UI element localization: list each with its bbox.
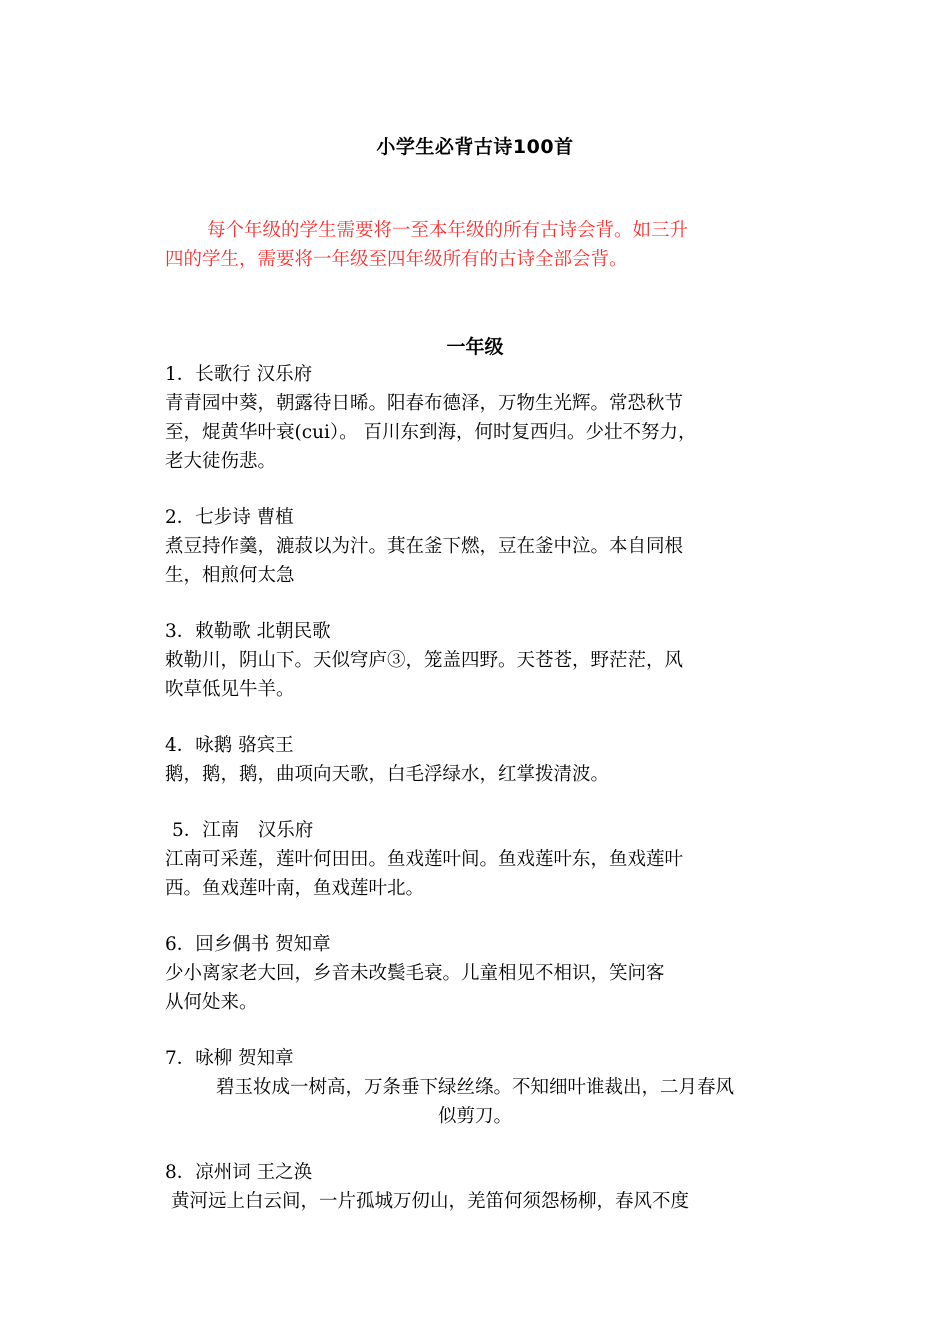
- poem-line: 鹅，鹅，鹅，曲项向天歌，白毛浮绿水，红掌拨清波。: [165, 764, 610, 785]
- document-title: 小学生必背古诗100首: [376, 136, 574, 158]
- poem-list: [165, 360, 805, 1243]
- poem-body: [165, 760, 805, 789]
- poem-body: [165, 1187, 805, 1216]
- poem-entry: [165, 1044, 805, 1131]
- poem-heading: 2．七步诗 曹植: [165, 507, 294, 528]
- poem-heading: 6．回乡偶书 贺知章: [165, 934, 331, 955]
- poem-line: 西。鱼戏莲叶南，鱼戏莲叶北。: [165, 878, 425, 899]
- grade-heading: 一年级: [446, 336, 504, 358]
- intro-paragraph: [165, 216, 780, 274]
- poem-line: 煮豆持作羹，漉菽以为汁。萁在釜下燃，豆在釜中泣。本自同根: [165, 536, 684, 557]
- poem-entry: [165, 930, 805, 1017]
- poem-line: 似剪刀。: [437, 1106, 512, 1127]
- poem-heading: 7．咏柳 贺知章: [165, 1048, 294, 1069]
- poem-entry: [165, 360, 805, 476]
- poem-line: 江南可采莲，莲叶何田田。鱼戏莲叶间。鱼戏莲叶东，鱼戏莲叶: [165, 849, 684, 870]
- poem-body: [165, 646, 805, 704]
- poem-body: [165, 1073, 785, 1131]
- poem-line: 黄河远上白云间，一片孤城万仞山，羌笛何须怨杨柳，春风不度: [171, 1191, 690, 1212]
- poem-heading: 4．咏鹅 骆宾王: [165, 735, 294, 756]
- poem-heading: 1．长歌行 汉乐府: [165, 364, 313, 385]
- poem-entry: [165, 816, 805, 903]
- poem-body: [165, 845, 805, 903]
- poem-line: 至，焜黄华叶衰(cui）。 百川东到海，何时复西归。少壮不努力，: [165, 422, 697, 443]
- poem-line: 从何处来。: [165, 992, 258, 1013]
- poem-heading: 3．敕勒歌 北朝民歌: [165, 621, 331, 642]
- poem-line: 生，相煎何太急: [165, 565, 295, 586]
- intro-line: 每个年级的学生需要将一至本年级的所有古诗会背。如三升: [207, 220, 689, 241]
- poem-line: 老大徒伤悲。: [165, 451, 277, 472]
- poem-line: 青青园中葵，朝露待日晞。阳春布德泽，万物生光辉。常恐秋节: [165, 393, 684, 414]
- poem-body: [165, 532, 805, 590]
- intro-line: 四的学生，需要将一年级至四年级所有的古诗全部会背。: [165, 249, 628, 270]
- poem-line: 敕勒川，阴山下。天似穹庐③，笼盖四野。天苍苍，野茫茫，风: [165, 650, 684, 671]
- poem-entry: [165, 731, 805, 789]
- poem-entry: [165, 1158, 805, 1216]
- poem-body: [165, 959, 805, 1017]
- poem-heading: 8．凉州词 王之涣: [165, 1162, 313, 1183]
- poem-line: 碧玉妆成一树高，万条垂下绿丝绦。不知细叶谁裁出，二月春风: [215, 1077, 734, 1098]
- poem-body: [165, 389, 805, 476]
- poem-entry: [165, 503, 805, 590]
- poem-entry: [165, 617, 805, 704]
- poem-line: 少小离家老大回，乡音未改鬓毛衰。儿童相见不相识，笑问客: [165, 963, 665, 984]
- poem-heading: 5．江南 汉乐府: [172, 820, 314, 841]
- poem-line: 吹草低见牛羊。: [165, 679, 295, 700]
